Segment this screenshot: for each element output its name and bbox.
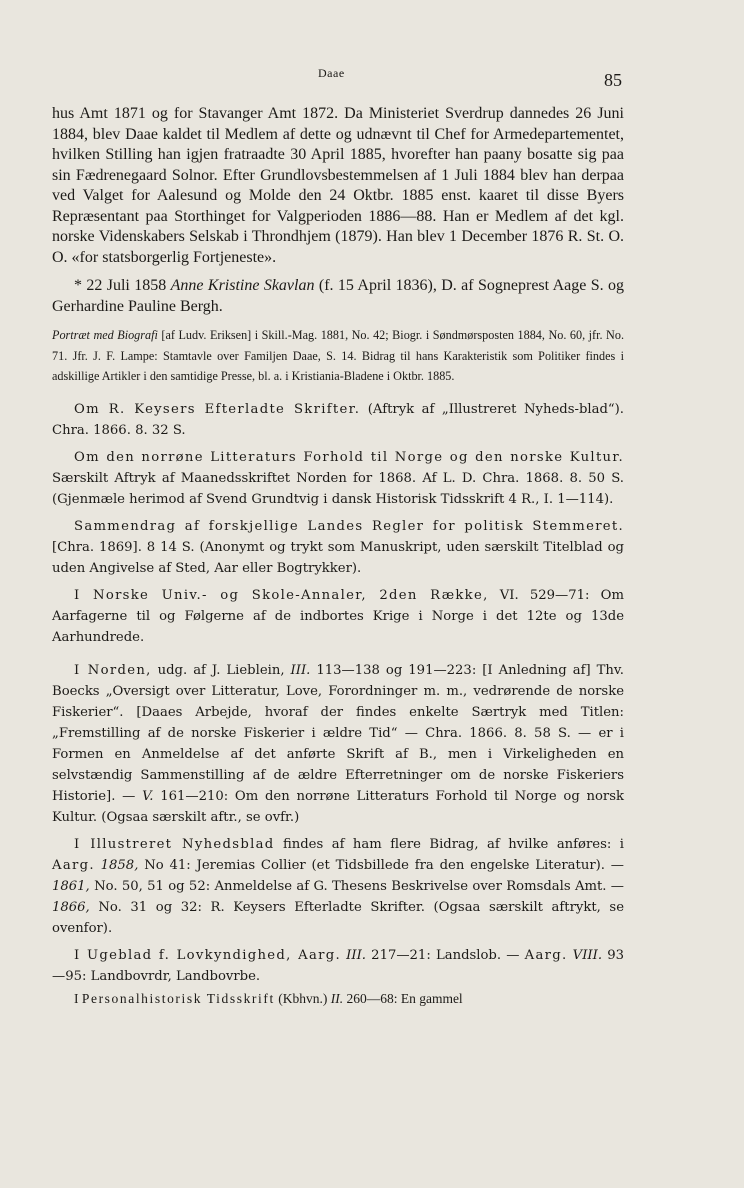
entry-title: I Norske Univ.- og Skole-Annaler, 2den Række, xyxy=(74,587,489,603)
volume-number: III. xyxy=(290,662,311,678)
entry-text: 260—68: En gammel xyxy=(343,990,463,1006)
bibliography-entry xyxy=(52,447,624,510)
entry-title: I Illustreret Nyhedsblad xyxy=(74,836,275,852)
entry-text: No 41: Jeremias Collier (et Tidsbillede fra den engelske Literatur). — xyxy=(138,857,624,873)
marriage-paragraph xyxy=(52,276,624,317)
entry-text: (Aftryk af „Illustreret Nyheds-blad“). Chra. 1866. 8. 32 S. xyxy=(52,401,624,438)
volume-number: VIII. xyxy=(572,947,603,963)
entry-text: [Chra. 1869]. 8 14 S. (Anonymt og trykt som Manuskript, uden særskilt Titelblad og uden Angivelse af Sted, Aar eller Bogtrykker). xyxy=(52,539,624,576)
portrait-note xyxy=(52,325,624,387)
entry-title: Personalhistorisk Tidsskrift xyxy=(81,990,275,1006)
year: 1861, xyxy=(52,878,90,894)
biography-paragraph: hus Amt 1871 og for Stavanger Amt 1872. Da Ministeriet Sverdrup dannedes 26 Juni 1884, blev Daae kaldet til Medlem af dette og udnævnt til Chef for Armedepartementet, hvilken Stilling han igjen fratraadte 30 April 1885, hvorefter han paany bosatte sig paa sin Fædrenegaard Solnor. Efter Grundlovsbestemmelsen af 1 Juli 1884 blev han derpaa ved Valget for Aalesund og Molde den 24 Oktbr. 1885 enst. kaaret til disse Byers Repræsentant paa Storthinget for Valgperioden 1886—88. Han er Medlem af det kgl. norske Videnskabers Selskab i Throndhjem (1879). Han blev 1 December 1876 R. St. O. O. «for statsborgerlig Fortjeneste». xyxy=(52,105,624,266)
entry-text: findes af ham flere Bidrag, af hvilke anføres: i xyxy=(274,836,624,852)
entry-text: (Kbhvn.) xyxy=(274,990,331,1006)
running-header: Daae xyxy=(318,66,345,80)
entry-text: udg. af J. Lieblein, xyxy=(151,662,291,678)
page-body xyxy=(52,104,624,1009)
year: 1866, xyxy=(52,899,90,915)
entry-text: I xyxy=(74,990,82,1006)
entry-text: VI. 529—71: Om Aarfagerne til og Følgerne af de indbortes Krige i Norge i det 12te og 13de Aarhundrede. xyxy=(52,587,624,645)
volume-label: Aarg. xyxy=(52,857,95,873)
bibliography-entry xyxy=(52,399,624,441)
entry-text: Særskilt Aftryk af Maanedsskriftet Norden for 1868. Af L. D. Chra. 1868. 8. 50 S. (Gjenmæle herimod af Svend Grundtvig i dansk Historisk Tidsskrift 4 R., I. 1—114). xyxy=(52,470,624,507)
bibliography-entry xyxy=(52,834,624,939)
volume-number: II. xyxy=(330,990,344,1006)
entry-text: 113—138 og 191—223: [I Anledning af] Thv. Boecks „Oversigt over Litteratur, Love, Forordninger m. m., vedrørende de norske Fiskerier“. [Daaes Arbejde, hvoraf der findes enkelte Særtryk med Titlen: „Fremstilling af de norske Fiskerier i ældre Tid“ — Chra. 1866. 8. 58 S. — er i Formen en Anmeldelse af det anførte Skrift af B., men i Virkeligheden en selvstændig Sammenstilling af de ældre Efterretninger om de norske Fiskeriers Historie]. — xyxy=(52,662,624,804)
bibliography-entry xyxy=(52,585,624,648)
bibliography-entry xyxy=(52,516,624,579)
portrait-note-text: [af Ludv. Eriksen] i Skill.-Mag. 1881, No. 42; Biogr. i Søndmørsposten 1884, No. 60, jfr. No. 71. Jfr. J. F. Lampe: Stamtavle over Familjen Daae, S. 14. Bidrag til hans Karakteristik som Politiker findes i adskillige Artikler i den samtidige Presse, bl. a. i Kristiania-Bladene i Oktbr. 1885. xyxy=(52,328,624,383)
entry-text: No. 31 og 32: R. Keysers Efterladte Skrifter. (Ogsaa særskilt aftrykt, se ovenfor). xyxy=(52,899,624,936)
year: 1858, xyxy=(100,857,139,873)
entry-title: I Ugeblad f. Lovkyndighed, Aarg. xyxy=(74,947,341,963)
bibliography-entry xyxy=(52,945,624,987)
bibliography-entry xyxy=(52,660,624,828)
volume-number: V. xyxy=(142,788,154,804)
page-number: 85 xyxy=(604,70,622,90)
entry-title: Om R. Keysers Efterladte Skrifter. xyxy=(74,401,361,417)
entry-text: 93—95: Landbovrdr, Landbovrbe. xyxy=(52,947,624,984)
continuation-line xyxy=(52,989,624,1009)
marriage-date: * 22 Juli 1858 xyxy=(74,277,171,294)
volume-number: III. xyxy=(346,947,366,963)
entry-text: 217—21: Landslob. — xyxy=(365,947,525,963)
entry-title: Sammendrag af forskjellige Landes Regler for politisk Stemmeret. xyxy=(74,518,624,534)
entry-title: Om den norrøne Litteraturs Forhold til Norge og den norske Kultur. xyxy=(74,449,624,465)
spouse-name: Anne Kristine Skavlan xyxy=(170,277,315,294)
portrait-note-title: Portræt med Biografi xyxy=(52,328,158,342)
volume-label: Aarg. xyxy=(524,947,568,963)
spouse-details: (f. 15 April 1836), D. af Sogneprest Aage S. og Gerhardine Pauline Bergh. xyxy=(52,277,624,315)
entry-text: No. 50, 51 og 52: Anmeldelse af G. Thesens Beskrivelse over Romsdals Amt. — xyxy=(89,878,624,894)
entry-title: I Norden, xyxy=(74,662,152,678)
entry-text: 161—210: Om den norrøne Litteraturs Forhold til Norge og norsk Kultur. (Ogsaa særskilt aftr., se ovfr.) xyxy=(52,788,624,825)
